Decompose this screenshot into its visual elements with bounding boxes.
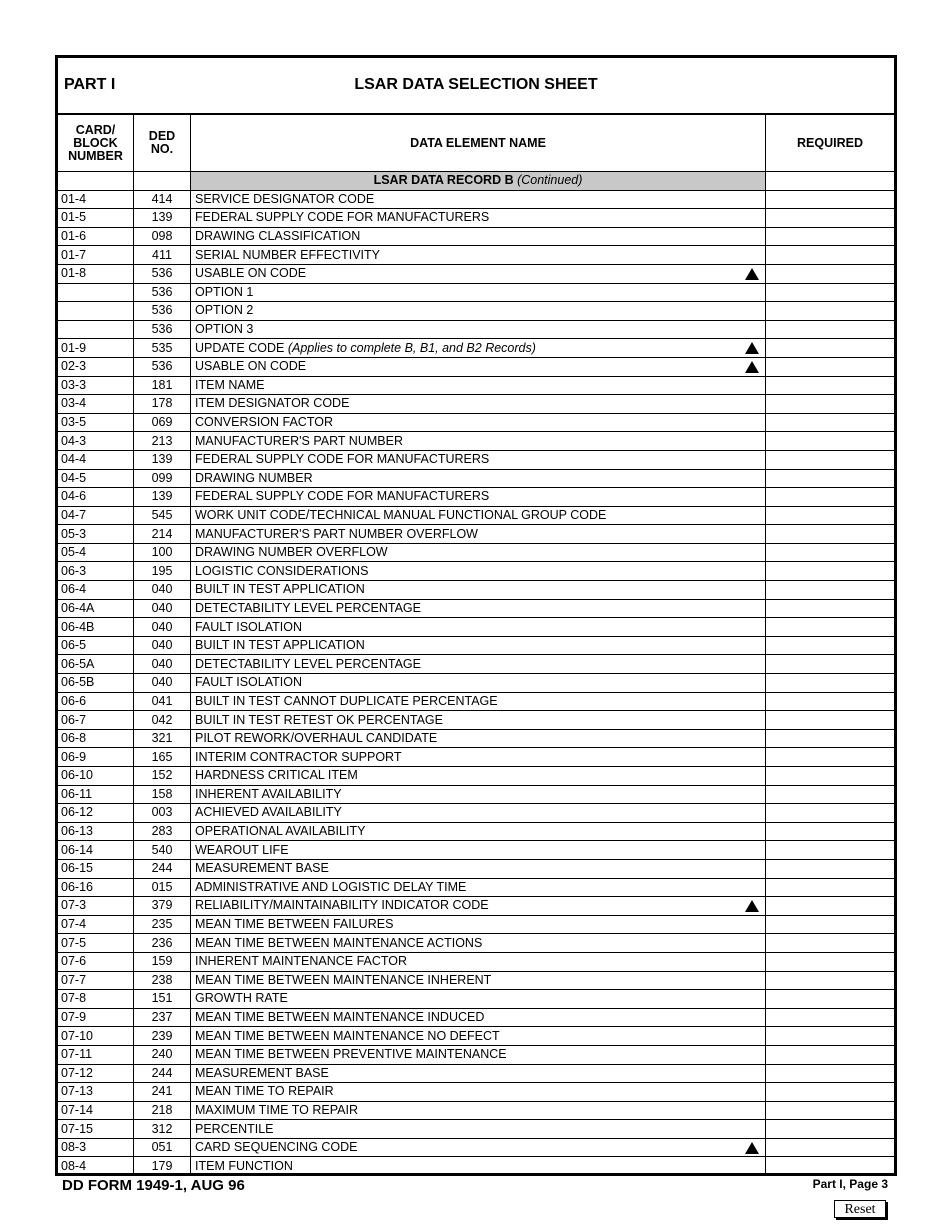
data-element-name-cell: ADMINISTRATIVE AND LOGISTIC DELAY TIME	[191, 878, 766, 897]
data-element-name-cell: INHERENT AVAILABILITY	[191, 785, 766, 804]
ded-number-cell: 535	[134, 339, 191, 358]
table-row	[58, 618, 894, 637]
required-checkbox-cell[interactable]	[766, 1064, 895, 1083]
data-element-name-cell: MEAN TIME BETWEEN MAINTENANCE ACTIONS	[191, 934, 766, 953]
ded-number-cell: 099	[134, 469, 191, 488]
ded-number-cell: 213	[134, 432, 191, 451]
required-checkbox-cell[interactable]	[766, 1045, 895, 1064]
table-row	[58, 990, 894, 1009]
ded-number-cell: 236	[134, 934, 191, 953]
table-row	[58, 1064, 894, 1083]
data-element-name-cell: FEDERAL SUPPLY CODE FOR MANUFACTURERS	[191, 488, 766, 507]
card-number-cell: 01-7	[58, 246, 134, 265]
required-checkbox-cell[interactable]	[766, 488, 895, 507]
data-element-name-cell: PERCENTILE	[191, 1120, 766, 1139]
required-checkbox-cell[interactable]	[766, 1101, 895, 1120]
card-number-cell: 06-5B	[58, 674, 134, 693]
required-checkbox-cell[interactable]	[766, 525, 895, 544]
table-row	[58, 543, 894, 562]
data-element-name-cell: FAULT ISOLATION	[191, 674, 766, 693]
required-checkbox-cell[interactable]	[766, 655, 895, 674]
data-element-name-cell: GROWTH RATE	[191, 990, 766, 1009]
card-number-cell: 06-4	[58, 581, 134, 600]
data-element-name-cell: MEAN TIME BETWEEN PREVENTIVE MAINTENANCE	[191, 1045, 766, 1064]
card-number-cell: 06-8	[58, 729, 134, 748]
ded-number-cell: 321	[134, 729, 191, 748]
required-checkbox-cell[interactable]	[766, 915, 895, 934]
data-element-name-cell: OPTION 3	[191, 320, 766, 339]
data-element-name-cell: WORK UNIT CODE/TECHNICAL MANUAL FUNCTIONAL GROUP CODE	[191, 506, 766, 525]
card-number-cell: 07-8	[58, 990, 134, 1009]
required-checkbox-cell[interactable]	[766, 674, 895, 693]
required-checkbox-cell[interactable]	[766, 227, 895, 246]
table-row	[58, 506, 894, 525]
required-checkbox-cell[interactable]	[766, 190, 895, 209]
ded-number-cell: 100	[134, 543, 191, 562]
col-name-header: DATA ELEMENT NAME	[191, 115, 766, 172]
required-checkbox-cell[interactable]	[766, 209, 895, 228]
card-number-cell: 01-8	[58, 264, 134, 283]
data-element-name-cell: DETECTABILITY LEVEL PERCENTAGE	[191, 599, 766, 618]
card-number-cell: 04-3	[58, 432, 134, 451]
table-row	[58, 915, 894, 934]
card-number-cell: 07-9	[58, 1008, 134, 1027]
table-row	[58, 748, 894, 767]
table-row	[58, 302, 894, 321]
ded-number-cell: 379	[134, 897, 191, 916]
required-checkbox-cell[interactable]	[766, 450, 895, 469]
required-checkbox-cell[interactable]	[766, 506, 895, 525]
table-row	[58, 785, 894, 804]
table-row	[58, 450, 894, 469]
table-row	[58, 395, 894, 414]
table-row	[58, 841, 894, 860]
required-checkbox-cell[interactable]	[766, 897, 895, 916]
ded-number-cell: 244	[134, 1064, 191, 1083]
ded-number-cell: 195	[134, 562, 191, 581]
table-row	[58, 1120, 894, 1139]
card-number-cell: 02-3	[58, 357, 134, 376]
data-element-name-cell: FEDERAL SUPPLY CODE FOR MANUFACTURERS	[191, 209, 766, 228]
ded-number-cell: 545	[134, 506, 191, 525]
data-element-name-cell: USABLE ON CODE	[191, 264, 766, 283]
col-required-header: REQUIRED	[766, 115, 895, 172]
data-selection-table	[58, 115, 894, 1175]
page-number: Part I, Page 3	[812, 1177, 888, 1191]
ded-number-cell: 239	[134, 1027, 191, 1046]
data-element-name-cell: DRAWING NUMBER OVERFLOW	[191, 543, 766, 562]
ded-number-cell: 040	[134, 636, 191, 655]
ded-number-cell: 283	[134, 822, 191, 841]
table-row	[58, 488, 894, 507]
card-number-cell: 06-11	[58, 785, 134, 804]
required-checkbox-cell[interactable]	[766, 357, 895, 376]
table-row	[58, 674, 894, 693]
section-row	[58, 172, 894, 191]
card-number-cell: 06-9	[58, 748, 134, 767]
card-number-cell: 07-4	[58, 915, 134, 934]
ded-number-cell: 165	[134, 748, 191, 767]
table-row	[58, 320, 894, 339]
data-element-name-cell: OPERATIONAL AVAILABILITY	[191, 822, 766, 841]
ded-number-cell: 159	[134, 952, 191, 971]
card-number-cell: 06-14	[58, 841, 134, 860]
card-number-cell: 06-5A	[58, 655, 134, 674]
required-checkbox-cell[interactable]	[766, 767, 895, 786]
card-number-cell: 01-6	[58, 227, 134, 246]
card-number-cell: 04-5	[58, 469, 134, 488]
table-row	[58, 339, 894, 358]
table-row	[58, 1157, 894, 1175]
required-checkbox-cell[interactable]	[766, 729, 895, 748]
card-number-cell: 07-14	[58, 1101, 134, 1120]
card-number-cell: 03-3	[58, 376, 134, 395]
col-ded-header: DED NO.	[134, 115, 191, 172]
table-row	[58, 581, 894, 600]
ded-number-cell: 240	[134, 1045, 191, 1064]
card-number-cell: 03-5	[58, 413, 134, 432]
card-number-cell: 07-12	[58, 1064, 134, 1083]
ded-number-cell: 540	[134, 841, 191, 860]
data-element-name-cell: DRAWING CLASSIFICATION	[191, 227, 766, 246]
title-bar	[58, 58, 894, 115]
table-row	[58, 264, 894, 283]
data-element-name-cell: MEAN TIME BETWEEN MAINTENANCE INHERENT	[191, 971, 766, 990]
card-number-cell: 01-9	[58, 339, 134, 358]
required-checkbox-cell[interactable]	[766, 395, 895, 414]
data-element-name-cell: WEAROUT LIFE	[191, 841, 766, 860]
table-row	[58, 804, 894, 823]
card-number-cell: 01-5	[58, 209, 134, 228]
ded-number-cell: 040	[134, 655, 191, 674]
ded-number-cell: 015	[134, 878, 191, 897]
triangle-marker-icon	[745, 342, 759, 354]
data-element-name-cell: ITEM FUNCTION	[191, 1157, 766, 1175]
data-element-name-cell: MEAN TIME BETWEEN MAINTENANCE NO DEFECT	[191, 1027, 766, 1046]
ded-number-cell: 040	[134, 618, 191, 637]
data-element-name-cell: ITEM NAME	[191, 376, 766, 395]
data-element-name-cell: MEAN TIME BETWEEN FAILURES	[191, 915, 766, 934]
card-number-cell: 08-3	[58, 1138, 134, 1157]
required-checkbox-cell[interactable]	[766, 413, 895, 432]
data-element-name-cell: DETECTABILITY LEVEL PERCENTAGE	[191, 655, 766, 674]
required-checkbox-cell[interactable]	[766, 822, 895, 841]
col-card-header: CARD/ BLOCK NUMBER	[58, 115, 134, 172]
card-number-cell: 06-3	[58, 562, 134, 581]
card-number-cell: 06-6	[58, 692, 134, 711]
data-element-name-cell: CARD SEQUENCING CODE	[191, 1138, 766, 1157]
card-number-cell: 06-13	[58, 822, 134, 841]
card-number-cell: 06-10	[58, 767, 134, 786]
required-checkbox-cell[interactable]	[766, 934, 895, 953]
required-checkbox-cell[interactable]	[766, 971, 895, 990]
card-number-cell: 04-4	[58, 450, 134, 469]
data-element-name-cell: HARDNESS CRITICAL ITEM	[191, 767, 766, 786]
card-number-cell: 07-15	[58, 1120, 134, 1139]
ded-number-cell: 536	[134, 283, 191, 302]
required-checkbox-cell[interactable]	[766, 581, 895, 600]
card-number-cell: 07-3	[58, 897, 134, 916]
data-element-name-cell: INTERIM CONTRACTOR SUPPORT	[191, 748, 766, 767]
table-row	[58, 711, 894, 730]
card-number-cell: 06-4B	[58, 618, 134, 637]
data-element-name-cell: ACHIEVED AVAILABILITY	[191, 804, 766, 823]
required-checkbox-cell[interactable]	[766, 859, 895, 878]
card-number-cell: 06-15	[58, 859, 134, 878]
required-checkbox-cell[interactable]	[766, 841, 895, 860]
data-element-name-cell: FEDERAL SUPPLY CODE FOR MANUFACTURERS	[191, 450, 766, 469]
data-element-name-cell: BUILT IN TEST RETEST OK PERCENTAGE	[191, 711, 766, 730]
required-checkbox-cell[interactable]	[766, 599, 895, 618]
ded-number-cell: 041	[134, 692, 191, 711]
ded-number-cell: 235	[134, 915, 191, 934]
ded-number-cell: 040	[134, 581, 191, 600]
card-number-cell: 07-13	[58, 1083, 134, 1102]
ded-number-cell: 237	[134, 1008, 191, 1027]
card-number-cell	[58, 283, 134, 302]
required-checkbox-cell[interactable]	[766, 990, 895, 1009]
ded-number-cell: 151	[134, 990, 191, 1009]
required-checkbox-cell[interactable]	[766, 1027, 895, 1046]
card-number-cell	[58, 302, 134, 321]
ded-number-cell: 158	[134, 785, 191, 804]
card-number-cell: 07-6	[58, 952, 134, 971]
table-row	[58, 1083, 894, 1102]
data-element-name-cell: MEASUREMENT BASE	[191, 859, 766, 878]
card-number-cell: 04-7	[58, 506, 134, 525]
card-number-cell: 06-16	[58, 878, 134, 897]
card-number-cell: 06-12	[58, 804, 134, 823]
table-row	[58, 767, 894, 786]
triangle-marker-icon	[745, 268, 759, 280]
data-element-name-cell: OPTION 2	[191, 302, 766, 321]
ded-number-cell: 218	[134, 1101, 191, 1120]
card-number-cell: 03-4	[58, 395, 134, 414]
required-checkbox-cell[interactable]	[766, 1008, 895, 1027]
table-row	[58, 729, 894, 748]
required-checkbox-cell[interactable]	[766, 804, 895, 823]
data-element-name-cell: MANUFACTURER'S PART NUMBER	[191, 432, 766, 451]
ded-number-cell: 536	[134, 302, 191, 321]
table-row	[58, 1138, 894, 1157]
page-title: LSAR DATA SELECTION SHEET	[354, 76, 598, 93]
ded-number-cell: 051	[134, 1138, 191, 1157]
ded-number-cell: 214	[134, 525, 191, 544]
data-element-name-cell: SERVICE DESIGNATOR CODE	[191, 190, 766, 209]
table-row	[58, 655, 894, 674]
table-row	[58, 1008, 894, 1027]
ded-number-cell: 040	[134, 674, 191, 693]
table-row	[58, 246, 894, 265]
required-checkbox-cell[interactable]	[766, 246, 895, 265]
ded-number-cell: 312	[134, 1120, 191, 1139]
table-row	[58, 1027, 894, 1046]
table-row	[58, 562, 894, 581]
required-checkbox-cell[interactable]	[766, 1138, 895, 1157]
required-checkbox-cell[interactable]	[766, 618, 895, 637]
table-row	[58, 952, 894, 971]
table-row	[58, 283, 894, 302]
table-row	[58, 599, 894, 618]
card-number-cell: 04-6	[58, 488, 134, 507]
card-number-cell	[58, 320, 134, 339]
table-row	[58, 692, 894, 711]
required-checkbox-cell[interactable]	[766, 283, 895, 302]
ded-number-cell: 241	[134, 1083, 191, 1102]
ded-number-cell: 411	[134, 246, 191, 265]
lsar-form	[55, 55, 897, 1176]
ded-number-cell: 152	[134, 767, 191, 786]
required-checkbox-cell[interactable]	[766, 1157, 895, 1175]
ded-number-cell: 181	[134, 376, 191, 395]
triangle-marker-icon	[745, 361, 759, 373]
required-checkbox-cell[interactable]	[766, 302, 895, 321]
table-row	[58, 1101, 894, 1120]
card-number-cell: 06-7	[58, 711, 134, 730]
card-number-cell: 01-4	[58, 190, 134, 209]
required-checkbox-cell[interactable]	[766, 1120, 895, 1139]
data-element-name-cell: RELIABILITY/MAINTAINABILITY INDICATOR CODE	[191, 897, 766, 916]
ded-number-cell: 238	[134, 971, 191, 990]
required-checkbox-cell[interactable]	[766, 320, 895, 339]
card-number-cell: 07-10	[58, 1027, 134, 1046]
table-row	[58, 190, 894, 209]
data-element-name-cell: BUILT IN TEST APPLICATION	[191, 636, 766, 655]
ded-number-cell: 042	[134, 711, 191, 730]
required-checkbox-cell[interactable]	[766, 469, 895, 488]
required-checkbox-cell[interactable]	[766, 878, 895, 897]
table-row	[58, 413, 894, 432]
ded-number-cell: 040	[134, 599, 191, 618]
reset-button[interactable]: Reset	[834, 1200, 886, 1218]
ded-number-cell: 414	[134, 190, 191, 209]
card-number-cell: 07-5	[58, 934, 134, 953]
table-row	[58, 1045, 894, 1064]
triangle-marker-icon	[745, 1142, 759, 1154]
required-checkbox-cell[interactable]	[766, 1083, 895, 1102]
card-number-cell: 07-11	[58, 1045, 134, 1064]
table-row	[58, 971, 894, 990]
part-label: PART I	[64, 76, 116, 93]
section-title: LSAR DATA RECORD B (Continued)	[191, 172, 766, 191]
table-row	[58, 227, 894, 246]
required-checkbox-cell[interactable]	[766, 636, 895, 655]
ded-number-cell: 244	[134, 859, 191, 878]
ded-number-cell: 139	[134, 488, 191, 507]
data-element-name-cell: DRAWING NUMBER	[191, 469, 766, 488]
ded-number-cell: 139	[134, 450, 191, 469]
required-checkbox-cell[interactable]	[766, 711, 895, 730]
card-number-cell: 06-4A	[58, 599, 134, 618]
card-number-cell: 07-7	[58, 971, 134, 990]
triangle-marker-icon	[745, 900, 759, 912]
data-element-name-cell: SERIAL NUMBER EFFECTIVITY	[191, 246, 766, 265]
table-row	[58, 525, 894, 544]
table-row	[58, 897, 894, 916]
data-element-name-cell: CONVERSION FACTOR	[191, 413, 766, 432]
ded-number-cell: 536	[134, 320, 191, 339]
data-element-name-cell: LOGISTIC CONSIDERATIONS	[191, 562, 766, 581]
ded-number-cell: 098	[134, 227, 191, 246]
table-row	[58, 432, 894, 451]
ded-number-cell: 536	[134, 264, 191, 283]
data-element-name-cell: MEASUREMENT BASE	[191, 1064, 766, 1083]
required-checkbox-cell[interactable]	[766, 692, 895, 711]
required-checkbox-cell[interactable]	[766, 785, 895, 804]
table-row	[58, 822, 894, 841]
required-checkbox-cell[interactable]	[766, 562, 895, 581]
data-element-name-cell: MEAN TIME BETWEEN MAINTENANCE INDUCED	[191, 1008, 766, 1027]
ded-number-cell: 179	[134, 1157, 191, 1175]
required-checkbox-cell[interactable]	[766, 339, 895, 358]
table-row	[58, 878, 894, 897]
card-number-cell: 08-4	[58, 1157, 134, 1175]
required-checkbox-cell[interactable]	[766, 543, 895, 562]
card-number-cell: 06-5	[58, 636, 134, 655]
ded-number-cell: 178	[134, 395, 191, 414]
ded-number-cell: 536	[134, 357, 191, 376]
table-row	[58, 636, 894, 655]
data-element-name-cell: ITEM DESIGNATOR CODE	[191, 395, 766, 414]
ded-number-cell: 003	[134, 804, 191, 823]
table-row	[58, 469, 894, 488]
data-element-name-cell: PILOT REWORK/OVERHAUL CANDIDATE	[191, 729, 766, 748]
table-row	[58, 209, 894, 228]
table-row	[58, 376, 894, 395]
required-checkbox-cell[interactable]	[766, 952, 895, 971]
data-element-name-cell: USABLE ON CODE	[191, 357, 766, 376]
required-checkbox-cell[interactable]	[766, 432, 895, 451]
data-element-name-cell: OPTION 1	[191, 283, 766, 302]
table-row	[58, 357, 894, 376]
data-element-name-cell: UPDATE CODE (Applies to complete B, B1, and B2 Records)	[191, 339, 766, 358]
required-checkbox-cell[interactable]	[766, 264, 895, 283]
data-element-name-cell: MEAN TIME TO REPAIR	[191, 1083, 766, 1102]
table-row	[58, 859, 894, 878]
ded-number-cell: 069	[134, 413, 191, 432]
form-number: DD FORM 1949-1, AUG 96	[62, 1177, 245, 1194]
table-row	[58, 934, 894, 953]
data-element-name-cell: INHERENT MAINTENANCE FACTOR	[191, 952, 766, 971]
card-number-cell: 05-4	[58, 543, 134, 562]
data-element-name-cell: MAXIMUM TIME TO REPAIR	[191, 1101, 766, 1120]
card-number-cell: 05-3	[58, 525, 134, 544]
data-element-name-cell: MANUFACTURER'S PART NUMBER OVERFLOW	[191, 525, 766, 544]
data-element-name-cell: BUILT IN TEST APPLICATION	[191, 581, 766, 600]
data-element-name-cell: FAULT ISOLATION	[191, 618, 766, 637]
required-checkbox-cell[interactable]	[766, 376, 895, 395]
ded-number-cell: 139	[134, 209, 191, 228]
data-element-name-cell: BUILT IN TEST CANNOT DUPLICATE PERCENTAGE	[191, 692, 766, 711]
required-checkbox-cell[interactable]	[766, 748, 895, 767]
